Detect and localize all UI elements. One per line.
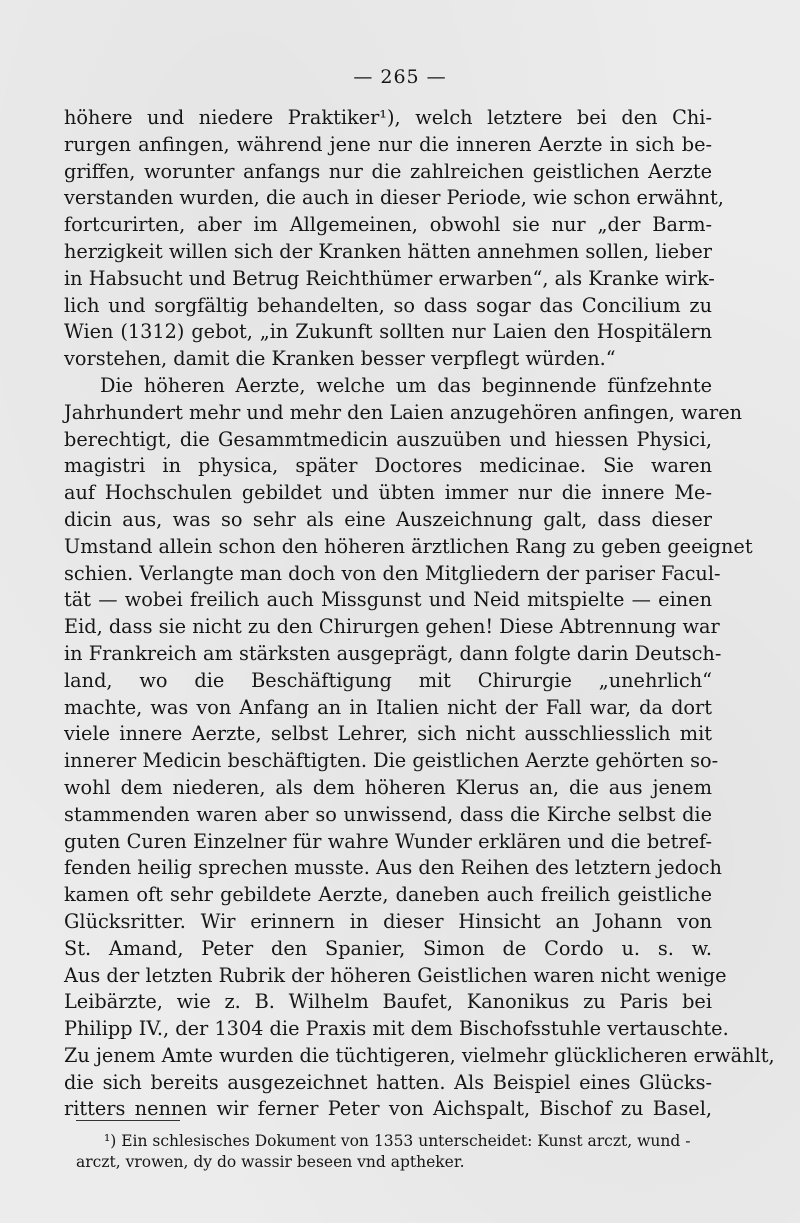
text-line: stammenden waren aber so unwissend, dass die Kirche selbst die	[64, 802, 712, 826]
text-line: magistri in physica, später Doctores medicinae. Sie waren	[64, 454, 712, 478]
text-line: viele innere Aerzte, selbst Lehrer, sich nicht ausschliesslich mit	[64, 722, 712, 746]
text-line: Zu jenem Amte wurden die tüchtigeren, vielmehr glücklicheren erwählt,	[64, 1043, 775, 1067]
text-line: innerer Medicin beschäftigten. Die geistlichen Aerzte gehörten so-	[64, 749, 719, 773]
text-line: griffen, worunter anfangs nur die zahlreichen geistlichen Aerzte	[64, 159, 712, 183]
text-line: ritters nennen wir ferner Peter von Aichspalt, Bischof zu Basel,	[64, 1097, 712, 1121]
text-line: fortcurirten, aber im Allgemeinen, obwohl sie nur „der Barm-	[64, 213, 712, 237]
text-line: wohl dem niederen, als dem höheren Klerus an, die aus jenem	[64, 775, 712, 799]
text-line: St. Amand, Peter den Spanier, Simon de Cordo u. s. w.	[64, 936, 712, 960]
text-line: Umstand allein schon den höheren ärztlichen Rang zu geben geeignet	[64, 534, 753, 558]
text-line: Aus der letzten Rubrik der höheren Geistlichen waren nicht wenige	[64, 963, 727, 987]
text-line: Eid, dass sie nicht zu den Chirurgen gehen! Diese Abtrennung war	[64, 615, 720, 639]
text-line: auf Hochschulen gebildet und übten immer nur die innere Me-	[64, 481, 712, 505]
text-line: Die höheren Aerzte, welche um das beginnende fünfzehnte	[100, 373, 712, 397]
text-line: lich und sorgfältig behandelten, so dass sogar das Concilium zu	[64, 293, 712, 317]
footnote-line: arczt, vrowen, dy do wassir beseen vnd aptheker.	[76, 1153, 465, 1171]
text-line: die sich bereits ausgezeichnet hatten. Als Beispiel eines Glücks-	[64, 1070, 712, 1094]
text-line: Philipp IV., der 1304 die Praxis mit dem Bischofsstuhle vertauschte.	[64, 1017, 729, 1041]
main-text-block	[64, 105, 775, 1123]
footnote-block	[76, 1131, 712, 1173]
text-line: Glücksritter. Wir erinnern in dieser Hinsicht an Johann von	[64, 909, 712, 933]
text-line: rurgen anfingen, während jene nur die inneren Aerzte in sich be-	[64, 132, 712, 156]
text-line: herzigkeit willen sich der Kranken hätten annehmen sollen, lieber	[64, 239, 712, 263]
text-line: Leibärzte, wie z. B. Wilhelm Baufet, Kanonikus zu Paris bei	[64, 990, 712, 1014]
text-line: fenden heilig sprechen musste. Aus den Reihen des letztern jedoch	[64, 856, 722, 880]
text-line: machte, was von Anfang an in Italien nicht der Fall war, da dort	[64, 695, 712, 719]
text-line: Jahrhundert mehr und mehr den Laien anzugehören anfingen, waren	[64, 400, 743, 424]
text-line: dicin aus, was so sehr als eine Auszeichnung galt, dass dieser	[64, 507, 712, 531]
text-line: vorstehen, damit die Kranken besser verpflegt würden.“	[64, 347, 616, 371]
text-line: höhere und niedere Praktiker¹), welch letztere bei den Chi-	[64, 106, 712, 129]
text-line: schien. Verlangte man doch von den Mitgliedern der pariser Facul-	[64, 561, 721, 585]
text-line: guten Curen Einzelner für wahre Wunder erklären und die betref-	[64, 829, 712, 853]
footnote-separator	[76, 1120, 180, 1121]
text-line: Wien (1312) gebot, „in Zukunft sollten nur Laien den Hospitälern	[64, 320, 712, 344]
page-number: — 265 —	[353, 66, 447, 88]
text-line: in Frankreich am stärksten ausgeprägt, dann folgte darin Deutsch-	[64, 641, 722, 665]
text-line: in Habsucht und Betrug Reichthümer erwarben“, als Kranke wirk-	[64, 266, 715, 290]
text-line: kamen oft sehr gebildete Aerzte, daneben auch freilich geistliche	[64, 883, 712, 907]
text-line: tät — wobei freilich auch Missgunst und Neid mitspielte — einen	[64, 588, 712, 612]
footnote-line: ¹) Ein schlesisches Dokument von 1353 unterscheidet: Kunst arczt, wund -	[104, 1132, 691, 1150]
text-line: verstanden wurden, die auch in dieser Periode, wie schon erwähnt,	[64, 186, 724, 210]
text-line: land, wo die Beschäftigung mit Chirurgie „unehrlich“	[64, 668, 712, 692]
text-line: berechtigt, die Gesammtmedicin auszuüben und hiessen Physici,	[64, 427, 712, 451]
